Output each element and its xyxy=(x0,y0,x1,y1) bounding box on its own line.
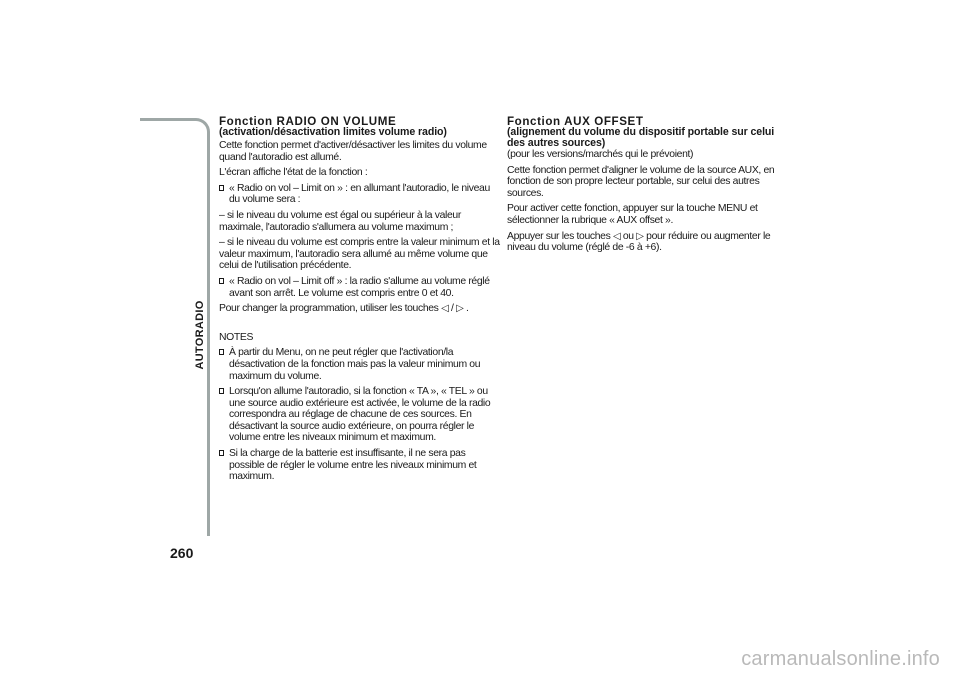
right-column xyxy=(507,116,775,258)
intro-paragraph: Cette fonction permet d'activer/désactiver les limites du volume quand l'autoradio est allumé. xyxy=(219,140,487,163)
checkbox-bullet-icon xyxy=(219,388,224,394)
aux-paragraph-1: Cette fonction permet d'aligner le volume de la source AUX, en fonction de son propre lecteur portable, sur celui des autres sources. xyxy=(507,164,775,199)
dash-item: – si le niveau du volume est compris entre la valeur minimum et la valeur maximum, l'autoradio sera allumé au même volume que celui de l'utilisation précédente. xyxy=(219,237,500,272)
left-column xyxy=(219,116,503,487)
watermark: carmanualsonline.info xyxy=(741,648,940,670)
dash-item: – si le niveau du volume est égal ou supérieur à la valeur maximale, l'autoradio s'allumera au volume maximum ; xyxy=(219,209,461,233)
checkbox-bullet-icon xyxy=(219,349,224,355)
checkbox-bullet-icon xyxy=(219,185,224,191)
item-text: « Radio on vol – Limit on » : en allumant l'autoradio, le niveau du volume sera : xyxy=(229,182,490,206)
aux-paragraph-2: Pour activer cette fonction, appuyer sur la touche MENU et sélectionner la rubrique « AUX offset ». xyxy=(507,203,758,226)
list-item xyxy=(219,386,503,444)
status-line: L'écran affiche l'état de la fonction : xyxy=(219,167,368,179)
notes-heading: NOTES xyxy=(219,331,254,343)
section-label: AUTORADIO xyxy=(194,300,206,370)
item-text: À partir du Menu, on ne peut régler que l'activation/la désactivation de la fonction mais pas la valeur minimum ou maximum du volume. xyxy=(229,347,481,382)
change-programming-line: Pour changer la programmation, utiliser les touches ◁ / ▷ . xyxy=(219,303,469,315)
left-triangle-icon: ◁ xyxy=(612,230,621,242)
page-number: 260 xyxy=(170,545,194,561)
aux-offset-title: Fonction AUX OFFSET xyxy=(507,115,644,128)
list-item xyxy=(219,347,503,382)
list-item xyxy=(219,183,503,206)
checkbox-bullet-icon xyxy=(219,450,224,456)
left-triangle-icon: ◁ xyxy=(441,303,449,315)
aux-offset-subtitle: (alignement du volume du dispositif portable sur celui des autres sources) xyxy=(507,126,775,149)
right-triangle-icon: ▷ xyxy=(456,303,464,315)
aux-paragraph-3: Appuyer sur les touches ◁ ou ▷ pour réduire ou augmenter le niveau du volume (réglé de -6 à +6). xyxy=(507,230,771,254)
list-item xyxy=(219,448,503,483)
right-triangle-icon: ▷ xyxy=(636,230,644,242)
radio-on-volume-title: Fonction RADIO ON VOLUME xyxy=(219,115,397,128)
item-text: Si la charge de la batterie est insuffisante, il ne sera pas possible de régler le volume entre les niveaux minimum et maximum. xyxy=(229,448,477,483)
radio-on-volume-subtitle: (activation/désactivation limites volume radio) xyxy=(219,126,447,138)
item-text: « Radio on vol – Limit off » : la radio s'allume au volume réglé avant son arrêt. Le volume est compris entre 0 et 40. xyxy=(229,275,490,299)
list-item xyxy=(219,276,503,299)
checkbox-bullet-icon xyxy=(219,278,224,284)
item-text: Lorsqu'on allume l'autoradio, si la fonction « TA », « TEL » ou une source audio extérieure est activée, le volume de la radio correspondra au réglage de chacune de ces sources. En désactivant la source audio extérieure, on pourra régler le volume entre les niveaux minimum et maximum. xyxy=(229,386,491,444)
versions-note: (pour les versions/marchés qui le prévoient) xyxy=(507,149,694,160)
